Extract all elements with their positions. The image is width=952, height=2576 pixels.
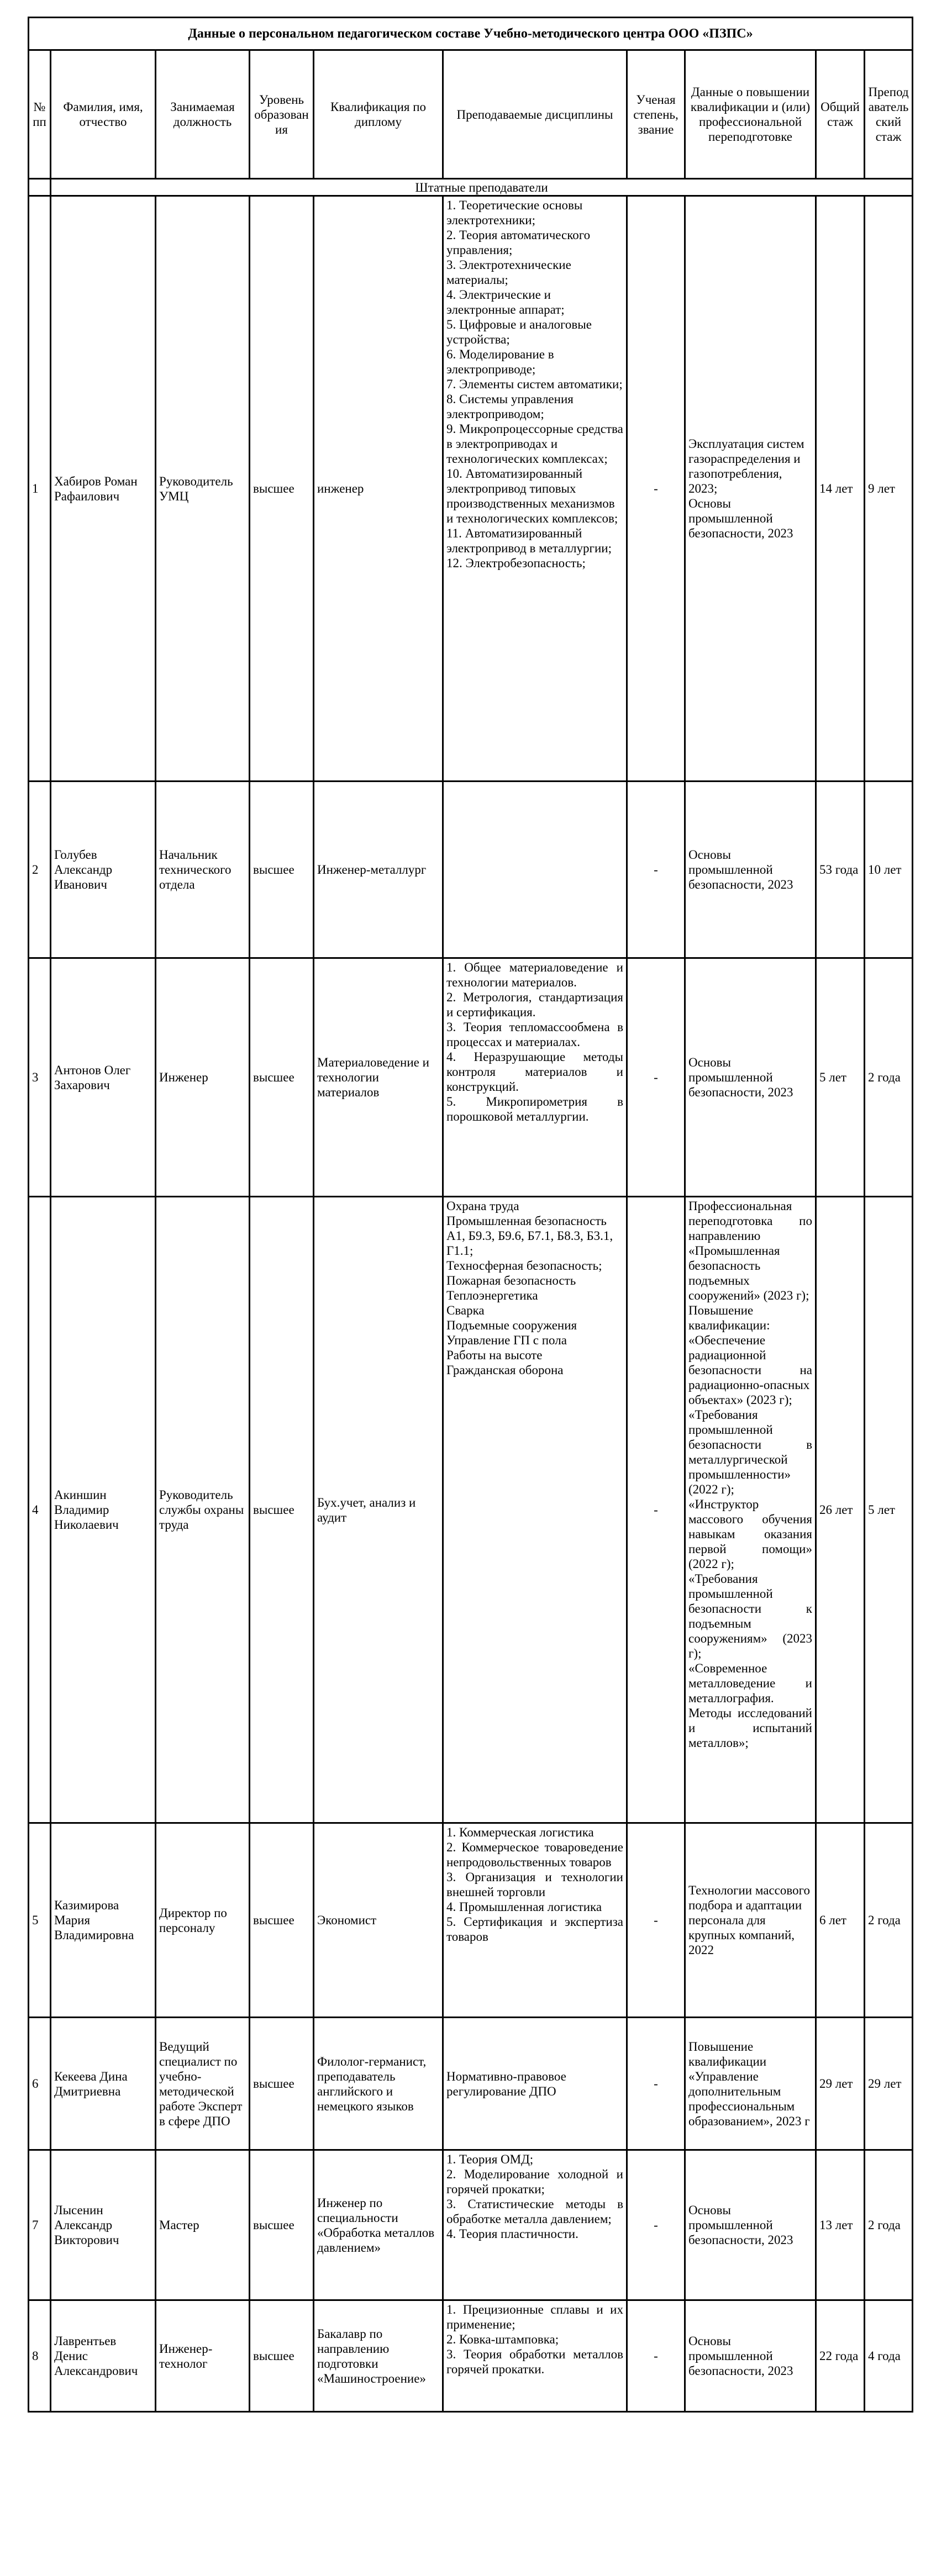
cell-training [685, 1197, 816, 1823]
cell-total-exp: 5 лет [816, 958, 865, 1197]
cell-disciplines-line: 2. Коммерческое товароведение непродовольственных товаров [446, 1840, 623, 1869]
cell-disciplines-line: 3. Статистические методы в обработке металла давлением; [446, 2197, 623, 2226]
cell-total-exp: 14 лет [816, 196, 865, 782]
cell-qualification: инженер [314, 196, 443, 782]
cell-education: высшее [250, 196, 314, 782]
table-title: Данные о персональном педагогическом составе Учебно-методического центра ООО «ПЗПС» [29, 18, 913, 50]
cell-teach-exp: 9 лет [865, 196, 913, 782]
cell-qualification: Бух.учет, анализ и аудит [314, 1197, 443, 1823]
cell-disciplines-line: 1. Теория ОМД; [446, 2152, 534, 2166]
cell-training [685, 2018, 816, 2150]
cell-position: Руководитель службы охраны труда [156, 1197, 250, 1823]
cell-num: 3 [29, 958, 51, 1197]
staff-table [28, 17, 913, 2413]
cell-training-line: Профессиональная переподготовка по направлению «Промышленная безопасность подъемных сооружений» (2023 г); [688, 1199, 812, 1302]
header-teach-exp: Преподавательский стаж [865, 50, 913, 179]
cell-disciplines-line: 3. Организация и технологии внешней торговли [446, 1870, 623, 1899]
cell-education: высшее [250, 2018, 314, 2150]
cell-qualification: Инженер по специальности «Обработка металлов давлением» [314, 2150, 443, 2300]
cell-name: Лаврентьев Денис Александрович [51, 2300, 156, 2412]
cell-name: Антонов Олег Захарович [51, 958, 156, 1197]
cell-disciplines-line: Техносферная безопасность; [446, 1259, 602, 1273]
cell-position: Инженер [156, 958, 250, 1197]
cell-education: высшее [250, 2300, 314, 2412]
header-degree: Ученая степень, звание [627, 50, 685, 179]
cell-education: высшее [250, 958, 314, 1197]
cell-disciplines-line: 2. Ковка-штамповка; [446, 2332, 559, 2346]
cell-training-line: Повышение квалификации: «Обеспечение радиационной безопасности на радиационно-опасных объектах» (2023 г); [688, 1303, 812, 1407]
cell-training-line: «Требования промышленной безопасности в металлургической промышленности» (2022 г); [688, 1408, 812, 1496]
cell-degree: - [627, 782, 685, 958]
cell-disciplines-line: 9. Микропроцессорные средства в электроприводах и технологических комплексах; [446, 422, 623, 466]
cell-qualification: Материаловедение и технологии материалов [314, 958, 443, 1197]
cell-training [685, 782, 816, 958]
cell-disciplines-line: 12. Электробезопасность; [446, 556, 586, 570]
cell-name: Лысенин Александр Викторович [51, 2150, 156, 2300]
cell-disciplines-line: 2. Моделирование холодной и горячей прокатки; [446, 2167, 623, 2196]
cell-teach-exp: 5 лет [865, 1197, 913, 1823]
cell-num: 7 [29, 2150, 51, 2300]
table-row [29, 196, 913, 782]
cell-disciplines-line: 10. Автоматизированный электропривод типовых производственных механизмов и технологических комплексов; [446, 467, 618, 525]
cell-training-line: Основы промышленной безопасности, 2023 [688, 848, 793, 891]
cell-name: Акиншин Владимир Николаевич [51, 1197, 156, 1823]
cell-disciplines [443, 1197, 627, 1823]
cell-qualification: Филолог-германист, преподаватель английского и немецкого языков [314, 2018, 443, 2150]
cell-training-line: Основы промышленной безопасности, 2023 [688, 2334, 793, 2378]
cell-disciplines-line: 8. Системы управления электроприводом; [446, 392, 574, 421]
cell-training-line: «Требования промышленной безопасности к подъемным сооружениям» (2023 г); [688, 1572, 812, 1660]
cell-num: 1 [29, 196, 51, 782]
cell-training-line: «Современное металловедение и металлография. Методы исследований и испытаний металлов»; [688, 1661, 812, 1750]
cell-disciplines-line: Сварка [446, 1303, 485, 1317]
header-position: Занимаемая должность [156, 50, 250, 179]
cell-training-line: Основы промышленной безопасности, 2023 [688, 2203, 793, 2247]
cell-total-exp: 22 года [816, 2300, 865, 2412]
cell-disciplines-line: 6. Моделирование в электроприводе; [446, 347, 554, 376]
table-row [29, 958, 913, 1197]
cell-teach-exp: 4 года [865, 2300, 913, 2412]
cell-position: Инженер-технолог [156, 2300, 250, 2412]
cell-degree: - [627, 1823, 685, 2018]
cell-training-line: Технологии массового подбора и адаптации персонала для крупных компаний, 2022 [688, 1883, 810, 1957]
section-label: Штатные преподаватели [51, 179, 913, 196]
cell-disciplines-line: 1. Коммерческая логистика [446, 1825, 594, 1839]
cell-degree: - [627, 2018, 685, 2150]
section-spacer [29, 179, 51, 196]
cell-name: Хабиров Роман Рафаилович [51, 196, 156, 782]
cell-degree: - [627, 1197, 685, 1823]
cell-qualification: Бакалавр по направлению подготовки «Машиностроение» [314, 2300, 443, 2412]
cell-position: Мастер [156, 2150, 250, 2300]
header-qualification: Квалификация по диплому [314, 50, 443, 179]
cell-total-exp: 13 лет [816, 2150, 865, 2300]
cell-disciplines-line: Нормативно-правовое регулирование ДПО [446, 2069, 566, 2098]
cell-name: Голубев Александр Иванович [51, 782, 156, 958]
cell-disciplines-line: Пожарная безопасность [446, 1274, 576, 1287]
cell-disciplines-line: Работы на высоте [446, 1348, 543, 1362]
cell-disciplines-line: 3. Теория обработки металлов горячей прокатки. [446, 2347, 623, 2376]
cell-training [685, 1823, 816, 2018]
cell-total-exp: 26 лет [816, 1197, 865, 1823]
cell-disciplines-line: 1. Общее материаловедение и технологии материалов. [446, 960, 623, 989]
cell-training-line: Повышение квалификации «Управление дополнительным профессиональным образованием», 2023 г [688, 2039, 810, 2128]
cell-disciplines-line: Подъемные сооружения [446, 1318, 577, 1332]
cell-disciplines [443, 2150, 627, 2300]
cell-degree: - [627, 2300, 685, 2412]
cell-disciplines-line: 1. Прецизионные сплавы и их применение; [446, 2303, 623, 2331]
cell-training-line: Основы промышленной безопасности, 2023 [688, 1055, 793, 1099]
cell-disciplines-line: 4. Теория пластичности. [446, 2227, 578, 2241]
header-training: Данные о повышении квалификации и (или) профессиональной переподготовке [685, 50, 816, 179]
cell-education: высшее [250, 1197, 314, 1823]
cell-training [685, 2300, 816, 2412]
cell-disciplines-line: 4. Промышленная логистика [446, 1900, 602, 1914]
cell-training-line: «Инструктор массового обучения навыкам оказания первой помощи» (2022 г); [688, 1497, 812, 1571]
cell-qualification: Инженер-металлург [314, 782, 443, 958]
cell-disciplines-line: 11. Автоматизированный электропривод в металлургии; [446, 526, 612, 555]
cell-total-exp: 6 лет [816, 1823, 865, 2018]
cell-teach-exp: 2 года [865, 958, 913, 1197]
cell-disciplines-line: 4. Электрические и электронные аппарат; [446, 288, 565, 316]
table-body [29, 196, 913, 2412]
cell-disciplines-line: 2. Теория автоматического управления; [446, 228, 591, 257]
cell-disciplines-line: 3. Электротехнические материалы; [446, 258, 571, 287]
cell-teach-exp: 2 года [865, 1823, 913, 2018]
cell-teach-exp: 29 лет [865, 2018, 913, 2150]
cell-education: высшее [250, 1823, 314, 2018]
cell-disciplines [443, 1823, 627, 2018]
cell-training-line: Основы промышленной безопасности, 2023 [688, 497, 793, 540]
cell-disciplines [443, 782, 627, 958]
cell-position: Ведущий специалист по учебно-методической работе Эксперт в сфере ДПО [156, 2018, 250, 2150]
header-disciplines: Преподаваемые дисциплины [443, 50, 627, 179]
cell-disciplines-line: 5. Цифровые и аналоговые устройства; [446, 318, 592, 346]
cell-disciplines-line: 5. Микропирометрия в порошковой металлургии. [446, 1095, 623, 1123]
cell-training [685, 196, 816, 782]
cell-disciplines [443, 958, 627, 1197]
header-total-exp: Общий стаж [816, 50, 865, 179]
cell-num: 8 [29, 2300, 51, 2412]
cell-degree: - [627, 196, 685, 782]
cell-disciplines-line: Охрана труда [446, 1199, 519, 1213]
cell-disciplines-line: 5. Сертификация и экспертиза товаров [446, 1915, 623, 1944]
cell-degree: - [627, 2150, 685, 2300]
table-row [29, 2300, 913, 2412]
cell-degree: - [627, 958, 685, 1197]
cell-disciplines-line: Управление ГП с пола [446, 1333, 567, 1347]
cell-name: Кекеева Дина Дмитриевна [51, 2018, 156, 2150]
cell-teach-exp: 2 года [865, 2150, 913, 2300]
cell-teach-exp: 10 лет [865, 782, 913, 958]
cell-position: Руководитель УМЦ [156, 196, 250, 782]
cell-num: 5 [29, 1823, 51, 2018]
cell-disciplines-line: Теплоэнергетика [446, 1289, 538, 1302]
cell-training-line: Эксплуатация систем газораспределения и газопотребления, 2023; [688, 437, 804, 495]
header-num: № пп [29, 50, 51, 179]
table-row [29, 1823, 913, 2018]
cell-position: Начальник технического отдела [156, 782, 250, 958]
cell-qualification: Экономист [314, 1823, 443, 2018]
cell-total-exp: 53 года [816, 782, 865, 958]
table-row [29, 2150, 913, 2300]
cell-education: высшее [250, 782, 314, 958]
cell-disciplines [443, 2018, 627, 2150]
cell-disciplines [443, 196, 627, 782]
cell-disciplines-line: 4. Неразрушающие методы контроля материалов и конструкций. [446, 1050, 623, 1094]
table-row [29, 782, 913, 958]
cell-num: 4 [29, 1197, 51, 1823]
cell-disciplines-line: 3. Теория тепломассообмена в процессах и материалах. [446, 1020, 623, 1049]
cell-total-exp: 29 лет [816, 2018, 865, 2150]
table-row [29, 1197, 913, 1823]
cell-disciplines-line: Гражданская оборона [446, 1363, 564, 1377]
cell-disciplines-line: 1. Теоретические основы электротехники; [446, 198, 583, 227]
cell-num: 2 [29, 782, 51, 958]
header-education: Уровень образования [250, 50, 314, 179]
table-row [29, 2018, 913, 2150]
cell-disciplines-line: Промышленная безопасность А1, Б9.3, Б9.6, Б7.1, Б8.3, Б3.1, Г1.1; [446, 1214, 613, 1258]
cell-training [685, 958, 816, 1197]
cell-position: Директор по персоналу [156, 1823, 250, 2018]
cell-training [685, 2150, 816, 2300]
cell-disciplines-line: 7. Элементы систем автоматики; [446, 377, 623, 391]
cell-disciplines [443, 2300, 627, 2412]
cell-education: высшее [250, 2150, 314, 2300]
cell-name: Казимирова Мария Владимировна [51, 1823, 156, 2018]
header-name: Фамилия, имя, отчество [51, 50, 156, 179]
cell-disciplines-line: 2. Метрология, стандартизация и сертификация. [446, 990, 623, 1019]
cell-num: 6 [29, 2018, 51, 2150]
